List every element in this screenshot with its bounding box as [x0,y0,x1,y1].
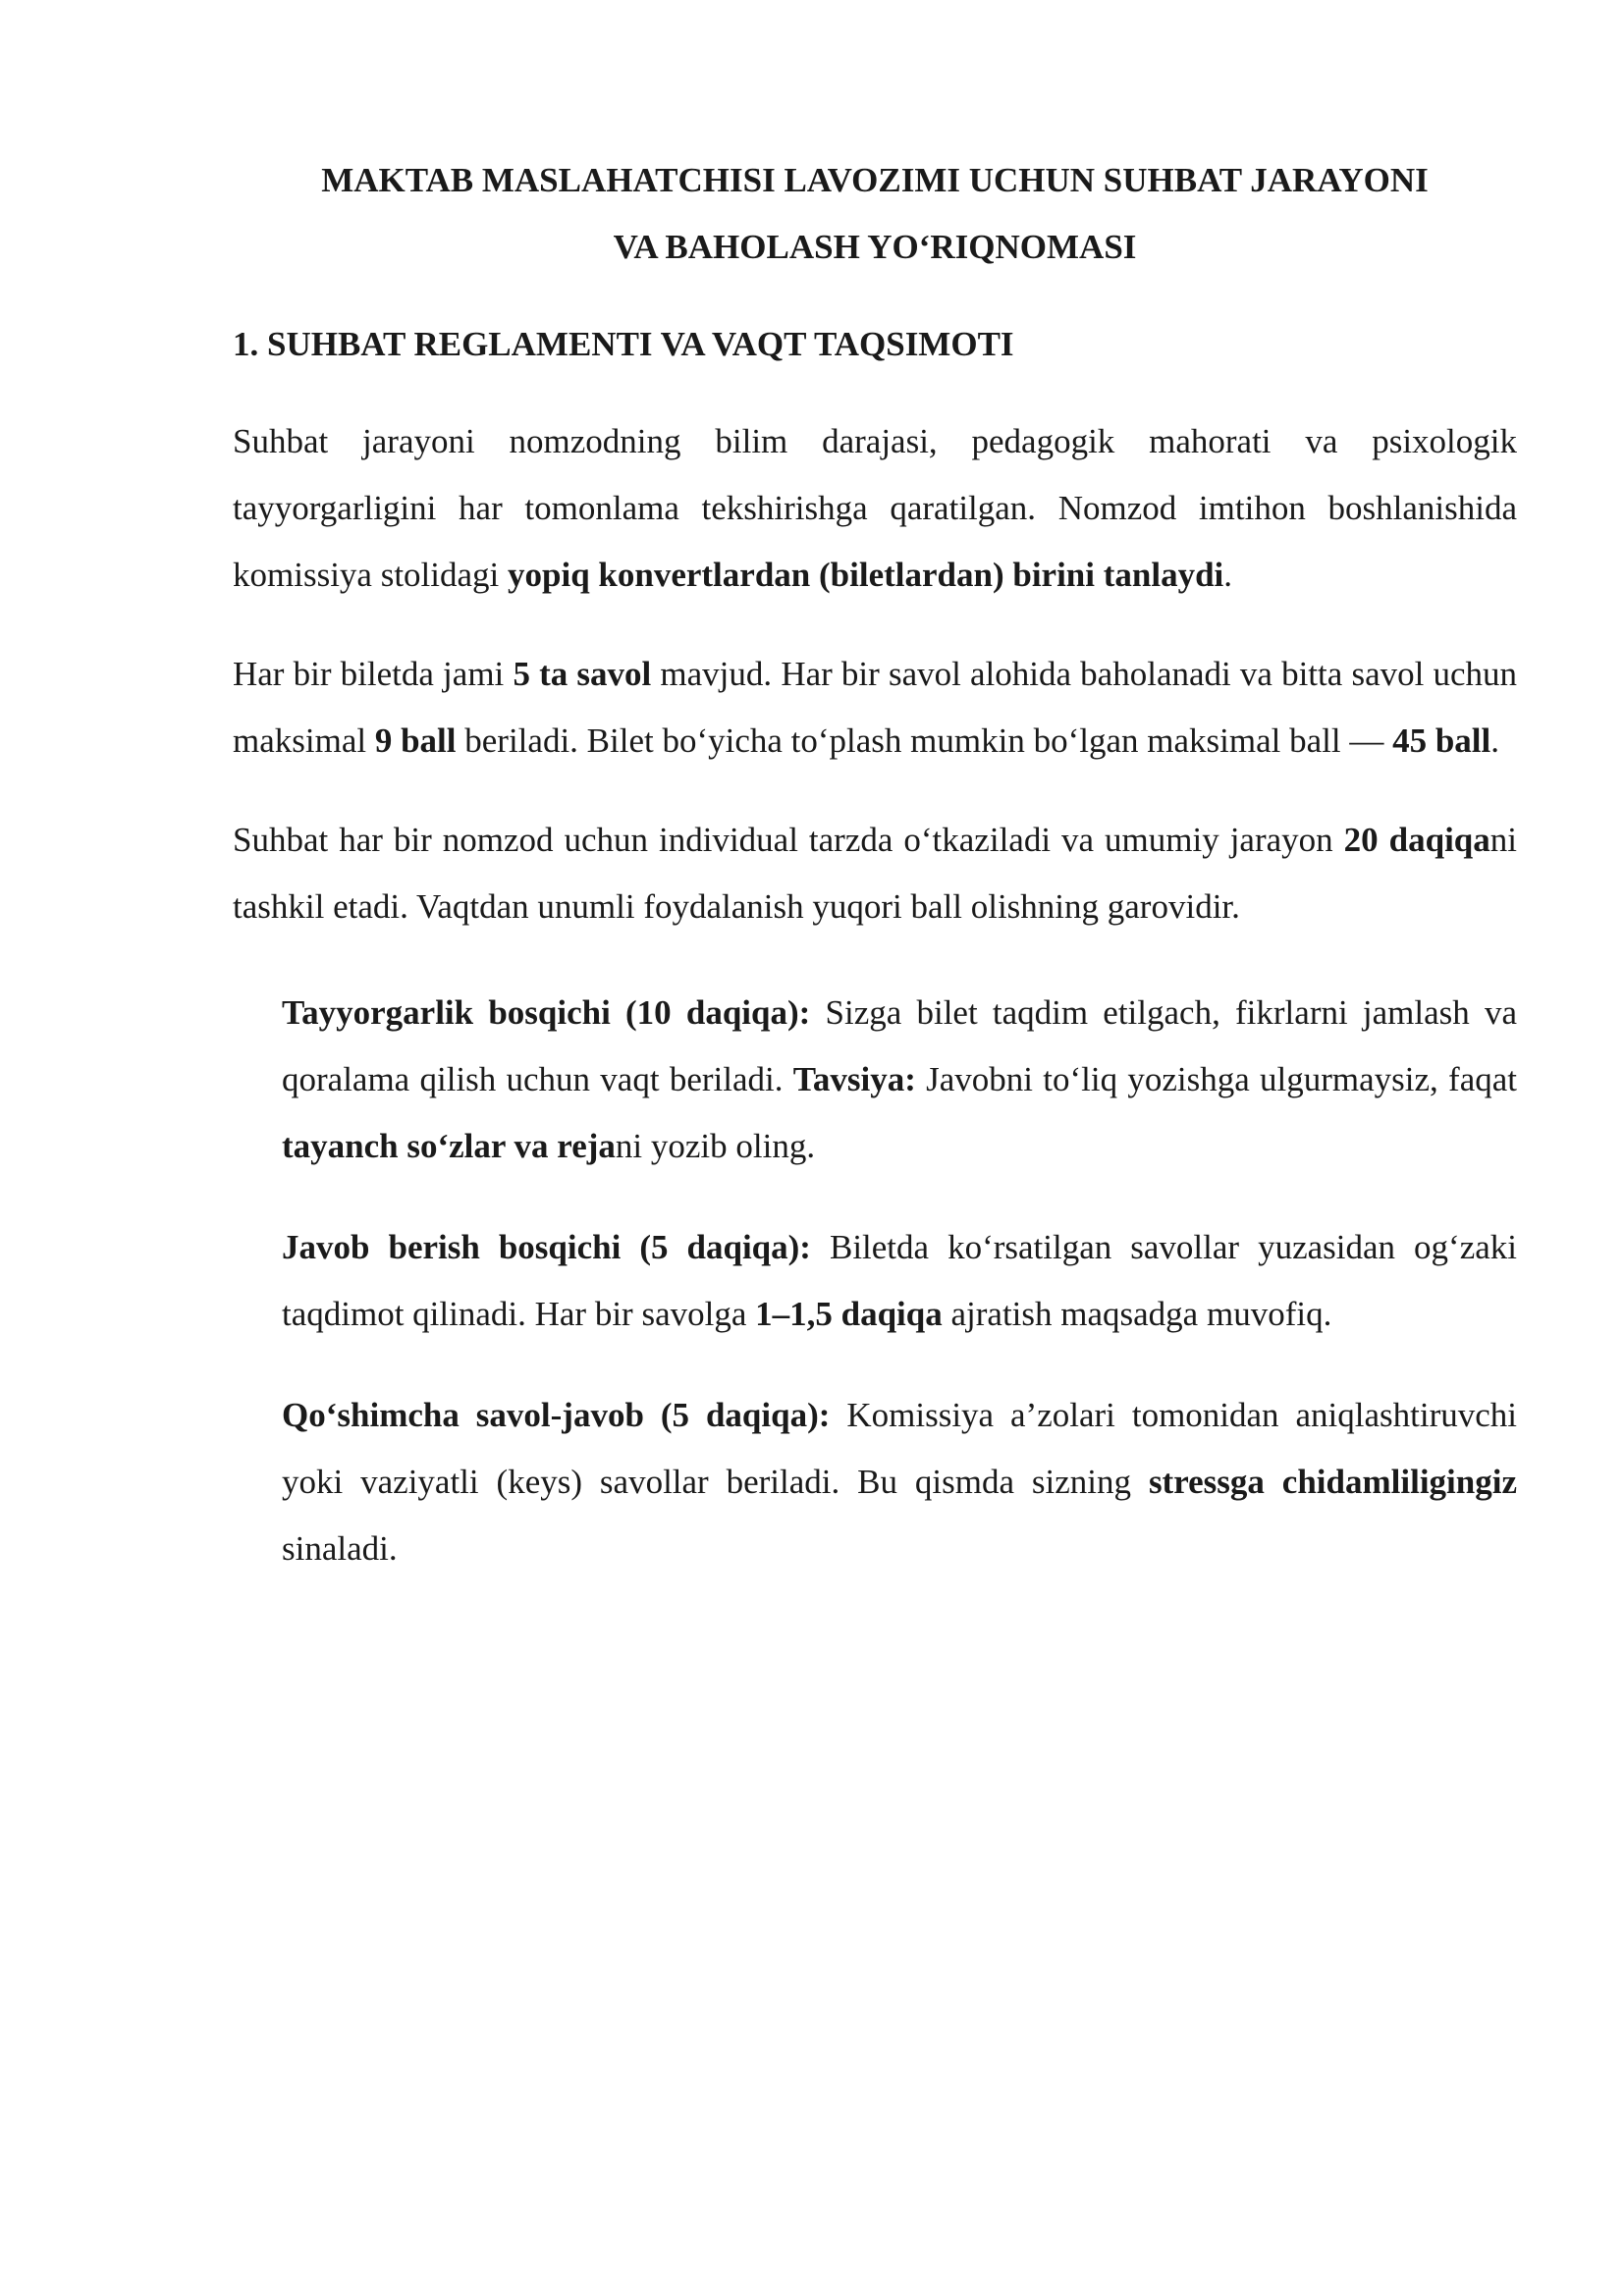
text-run: beriladi. Bilet bo‘yicha to‘plash mumkin bo‘lgan maksimal ball — [456,721,1393,760]
title-line-2: VA BAHOLASH YO‘RIQNOMASI [613,228,1137,266]
text-run: Komissiya a’zolari tomonidan aniqlashtiruvchi yoki vaziyatli (keys) savollar beriladi. Bu qismda sizning [282,1396,1517,1501]
section-heading: 1. SUHBAT REGLAMENTI VA VAQT TAQSIMOTI [233,325,1014,363]
bold-text: yopiq konvertlardan (biletlardan) birini tanlaydi [508,556,1224,594]
text-run: ni yozib oling. [615,1127,816,1165]
document-title [233,147,1517,281]
document-page [233,147,1517,1617]
bold-text: tayanch so‘zlar va reja [282,1127,616,1165]
text-run: ni tashkil etadi. Vaqtdan unumli foydalanish yuqori ball olishning garovidir. [233,821,1517,926]
paragraph-scoring [233,641,1517,774]
bold-text: 5 ta savol [513,655,652,693]
bold-text: Tavsiya: [792,1060,916,1098]
stage-label: Javob berish bosqichi (5 daqiqa): [282,1228,811,1266]
stage-preparation [282,980,1517,1180]
paragraph-intro [233,408,1517,609]
stage-answer [282,1214,1517,1348]
bold-text: 1–1,5 daqiqa [755,1295,943,1333]
text-run: . [1223,556,1233,594]
bold-text: stressga chidamliligingiz [1148,1463,1517,1501]
text-run: . [1490,721,1499,760]
paragraph-duration [233,807,1517,940]
text-run: sinaladi. [282,1529,398,1568]
stage-label: Tayyorgarlik bosqichi (10 daqiqa): [282,993,811,1032]
bold-text: 45 ball [1392,721,1491,760]
title-line-1: MAKTAB MASLAHATCHISI LAVOZIMI UCHUN SUHBAT JARAYONI [321,161,1429,199]
bold-text: 9 ball [374,721,457,760]
text-run: Suhbat har bir nomzod uchun individual tarzda o‘tkaziladi va umumiy jarayon [233,821,1344,859]
text-run: Biletda ko‘rsatilgan savollar yuzasidan og‘zaki taqdimot qilinadi. Har bir savolga [282,1228,1517,1333]
text-run: Sizga bilet taqdim etilgach, fikrlarni jamlash va qoralama qilish uchun vaqt beriladi. [282,993,1517,1098]
stage-label: Qo‘shimcha savol-javob (5 daqiqa): [282,1396,831,1434]
text-run: Suhbat jarayoni nomzodning bilim darajasi, pedagogik mahorati va psixologik tayyorgarligini har tomonlama tekshirishga qaratilgan. Nomzod imtihon boshlanishida komissiya stolidagi [233,422,1517,594]
text-run: mavjud. Har bir savol alohida baholanadi va bitta savol uchun maksimal [233,655,1518,760]
text-run: ajratish maqsadga muvofiq. [942,1295,1332,1333]
bold-text: 20 daqiqa [1343,821,1490,859]
text-run: Javobni to‘liq yozishga ulgurmaysiz, faqat [915,1060,1517,1098]
stage-followup [282,1382,1517,1582]
text-run: Har bir biletda jami [233,655,514,693]
